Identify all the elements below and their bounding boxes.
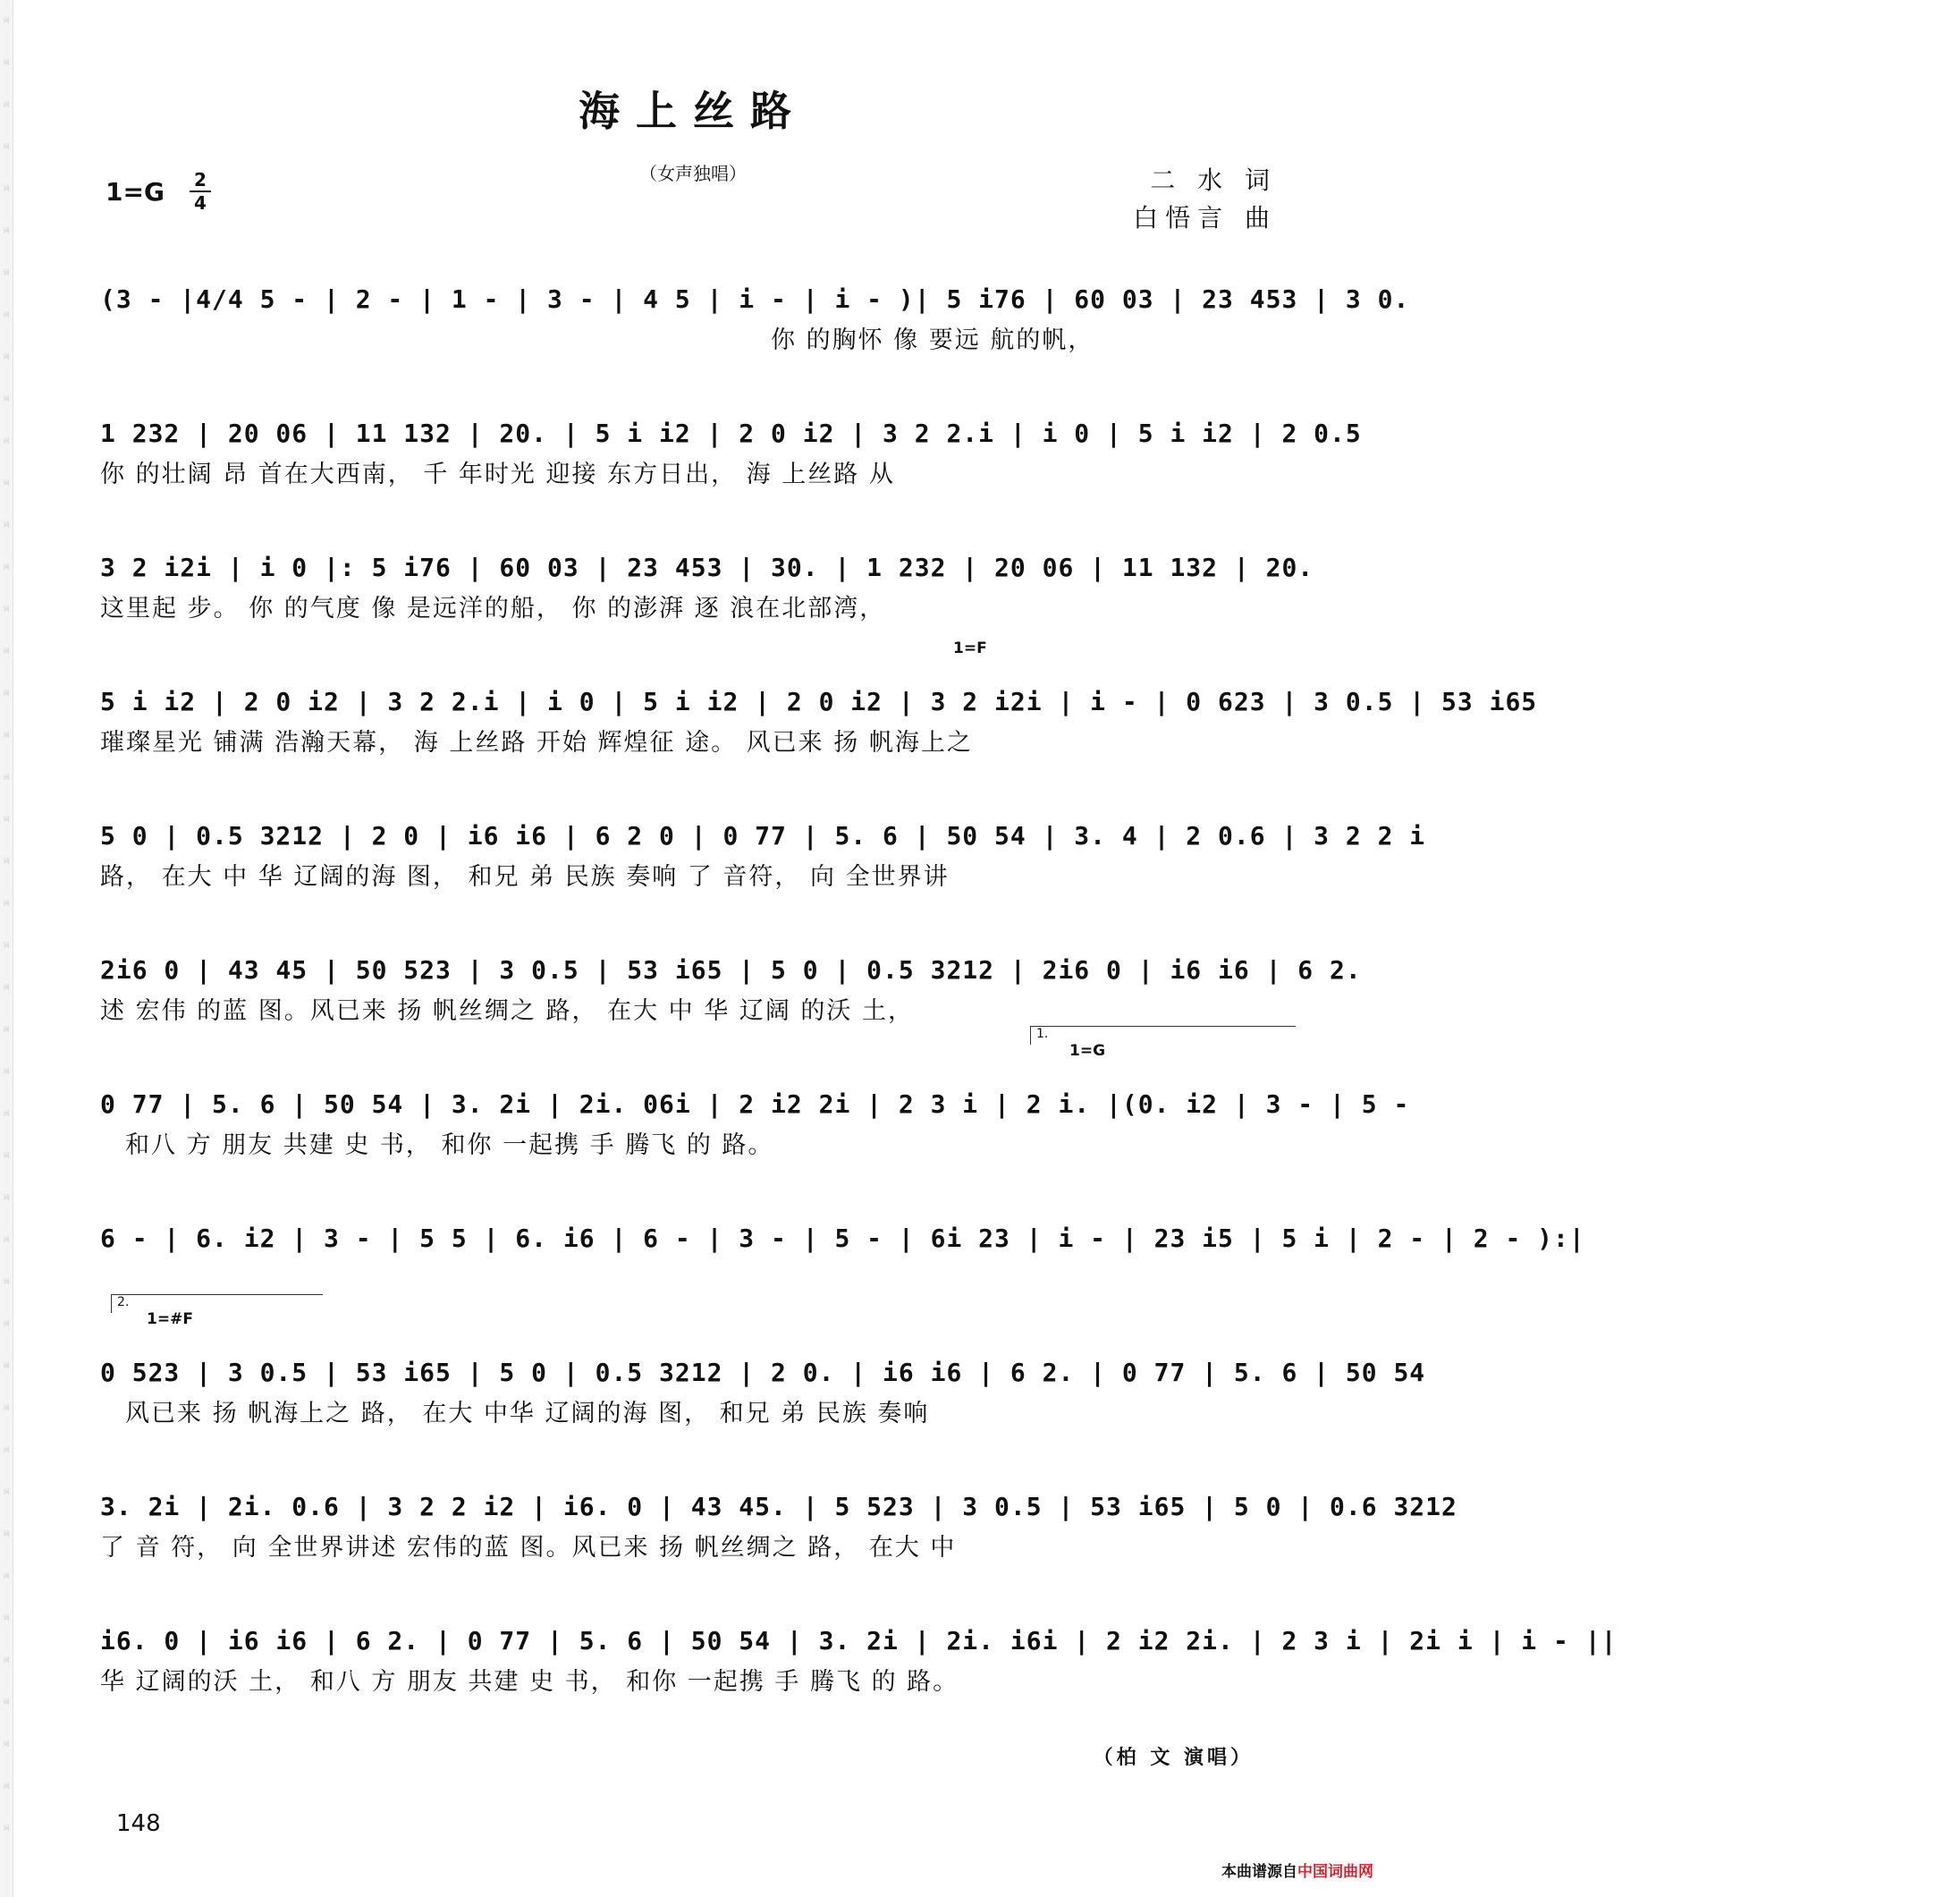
watermark-mark: 词	[3, 353, 10, 360]
lyrics-line: 述 宏伟 的蓝 图。风已来 扬 帆丝绸之 路， 在大 中 华 辽阔 的沃 土，	[100, 997, 914, 1025]
score-row	[100, 1480, 1457, 1614]
watermark-mark: 词	[3, 984, 10, 991]
watermark-mark: 词	[3, 1194, 10, 1201]
watermark-mark: 词	[3, 690, 10, 697]
score-row	[100, 944, 1362, 1078]
watermark-mark: 词	[3, 816, 10, 823]
watermark-mark: 词	[3, 1362, 10, 1369]
watermark-mark: 词	[3, 311, 10, 318]
lyrics-line: 和八 方 朋友 共建 史 书， 和你 一起携 手 腾飞 的 路。	[125, 1131, 774, 1159]
key-change: 1=F	[953, 639, 987, 657]
watermark-mark: 词	[3, 1530, 10, 1537]
watermark-mark: 词	[3, 648, 10, 655]
watermark-mark: 词	[3, 1278, 10, 1285]
source-credit	[1221, 1859, 1373, 1881]
watermark-mark: 词	[3, 1656, 10, 1664]
watermark-mark: 词	[3, 59, 10, 66]
notation-line: 1 232 | 20 06 | 11 132 | 20. | 5 i i2 | 2 0 i2 | 3 2 2.i | i 0 | 5 i i2 | 2 0.5	[100, 419, 1362, 448]
key-change: 1=G	[1069, 1042, 1106, 1060]
watermark-mark: 词	[3, 143, 10, 150]
song-title: 海上丝路	[579, 87, 807, 135]
watermark-mark: 词	[3, 1446, 10, 1453]
notation-line: (3 - |4/4 5 - | 2 - | 1 - | 3 - | 4 5 | i - | i - )| 5 i76 | 60 03 | 23 453 | 3 0.	[100, 284, 1410, 314]
watermark-mark: 词	[3, 942, 10, 949]
notation-line: 2i6 0 | 43 45 | 50 523 | 3 0.5 | 53 i65 | 5 0 | 0.5 3212 | 2i6 0 | i6 i6 | 6 2.	[100, 955, 1362, 985]
notation-line: 0 523 | 3 0.5 | 53 i65 | 5 0 | 0.5 3212 | 2 0. | i6 i6 | 6 2. | 0 77 | 5. 6 | 50 54	[100, 1358, 1426, 1387]
watermark-mark: 词	[3, 479, 10, 487]
lyrics-line: 华 辽阔的沃 土， 和八 方 朋友 共建 史 书， 和你 一起携 手 腾飞 的 路。	[100, 1668, 959, 1696]
lyrics-line: 了 音 符， 向 全世界讲述 宏伟的蓝 图。风已来 扬 帆丝绸之 路， 在大 中	[100, 1534, 957, 1562]
composer-credit: 白悟言 曲	[1133, 203, 1277, 233]
lyrics-line: 璀璨星光 铺满 浩瀚天幕， 海 上丝路 开始 辉煌征 途。 风已来 扬 帆海上之	[100, 729, 973, 757]
time-bottom: 4	[194, 192, 207, 214]
watermark-mark: 词	[3, 1488, 10, 1495]
score-row	[100, 1027, 1410, 1212]
watermark-mark: 词	[3, 227, 10, 234]
watermark-mark: 词	[3, 395, 10, 402]
score-row	[100, 1614, 1618, 1749]
watermark-mark: 词	[3, 1614, 10, 1622]
page-number: 148	[116, 1810, 161, 1837]
watermark-mark: 词	[3, 1404, 10, 1411]
notation-line: i6. 0 | i6 i6 | 6 2. | 0 77 | 5. 6 | 50 54 | 3. 2i | 2i. i6i | 2 i2 2i. | 2 3 i | 2i i | i - ||	[100, 1626, 1618, 1656]
watermark-mark: 词	[3, 185, 10, 192]
watermark-mark: 词	[3, 437, 10, 445]
key-change: 1=#F	[147, 1310, 193, 1328]
volta-bracket: 1.	[1030, 1026, 1296, 1045]
watermark-mark: 词	[3, 563, 10, 571]
key-signature: 1=G	[106, 177, 165, 207]
volta-bracket: 2.	[111, 1294, 323, 1313]
score-row	[100, 639, 1538, 809]
notation-line: 0 77 | 5. 6 | 50 54 | 3. 2i | 2i. 06i | 2 i2 2i | 2 3 i | 2 i. |(0. i2 | 3 - | 5 -	[100, 1089, 1410, 1119]
score-row	[100, 273, 1410, 407]
score-row	[100, 407, 1362, 541]
watermark-mark: 词	[3, 606, 10, 613]
notation-line: 6 - | 6. i2 | 3 - | 5 5 | 6. i6 | 6 - | 3 - | 5 - | 6i 23 | i - | 23 i5 | 5 i | 2 - | 2 - ):|	[100, 1224, 1585, 1253]
watermark-mark: 词	[3, 900, 10, 907]
lyrics-line: 你 的胸怀 像 要远 航的帆，	[771, 326, 1094, 354]
watermark-mark: 词	[3, 732, 10, 739]
watermark-mark: 词	[3, 1572, 10, 1579]
watermark-mark: 词	[3, 1068, 10, 1075]
lyrics-line: 路， 在大 中 华 辽阔的海 图， 和兄 弟 民族 奏响 了 音符， 向 全世界讲	[100, 863, 950, 891]
watermark-mark: 词	[3, 101, 10, 108]
score-row	[100, 809, 1426, 944]
score-row	[100, 1212, 1585, 1346]
time-signature	[190, 170, 211, 213]
watermark-mark: 词	[3, 1110, 10, 1117]
notation-line: 5 i i2 | 2 0 i2 | 3 2 2.i | i 0 | 5 i i2 | 2 0 i2 | 3 2 i2i | i - | 0 623 | 3 0.5 | 53 i65	[100, 687, 1538, 716]
notation-line: 3 2 i2i | i 0 |: 5 i76 | 60 03 | 23 453 | 30. | 1 232 | 20 06 | 11 132 | 20.	[100, 553, 1314, 582]
watermark-mark: 词	[3, 1026, 10, 1033]
watermark-mark: 词	[3, 1152, 10, 1159]
watermark-mark: 词	[3, 858, 10, 865]
watermark-mark: 词	[3, 17, 10, 24]
source-label: 本曲谱源自	[1221, 1863, 1297, 1881]
watermark-mark: 词	[3, 1740, 10, 1748]
watermark-mark: 词	[3, 1320, 10, 1327]
score-row	[100, 541, 1314, 675]
score-row	[100, 1295, 1426, 1480]
watermark-mark: 词	[3, 269, 10, 276]
lyrics-line: 这里起 步。 你 的气度 像 是远洋的船， 你 的澎湃 逐 浪在北部湾，	[100, 595, 886, 622]
notation-line: 3. 2i | 2i. 0.6 | 3 2 2 i2 | i6. 0 | 43 45. | 5 523 | 3 0.5 | 53 i65 | 5 0 | 0.6 3212	[100, 1492, 1457, 1521]
song-subtitle: （女声独唱）	[639, 163, 747, 184]
watermark-mark: 词	[3, 521, 10, 529]
watermark-mark: 词	[3, 1236, 10, 1243]
performer-credit: （柏 文 演唱）	[1093, 1747, 1254, 1769]
lyrics-line: 你 的壮阔 昂 首在大西南， 千 年时光 迎接 东方日出， 海 上丝路 从	[100, 461, 895, 488]
notation-line: 5 0 | 0.5 3212 | 2 0 | i6 i6 | 6 2 0 | 0 77 | 5. 6 | 50 54 | 3. 4 | 2 0.6 | 3 2 2 i	[100, 821, 1426, 851]
watermark-mark: 词	[3, 1698, 10, 1706]
watermark-mark: 词	[3, 774, 10, 781]
watermark-mark: 词	[3, 1783, 10, 1790]
source-site: 中国词曲网	[1297, 1863, 1373, 1881]
lyrics-line: 风已来 扬 帆海上之 路， 在大 中华 辽阔的海 图， 和兄 弟 民族 奏响	[125, 1400, 930, 1427]
side-watermark-strip	[0, 0, 13, 1897]
watermark-mark: 词	[3, 1825, 10, 1832]
lyricist-credit: 二 水 词	[1150, 165, 1277, 195]
time-top: 2	[194, 169, 207, 191]
